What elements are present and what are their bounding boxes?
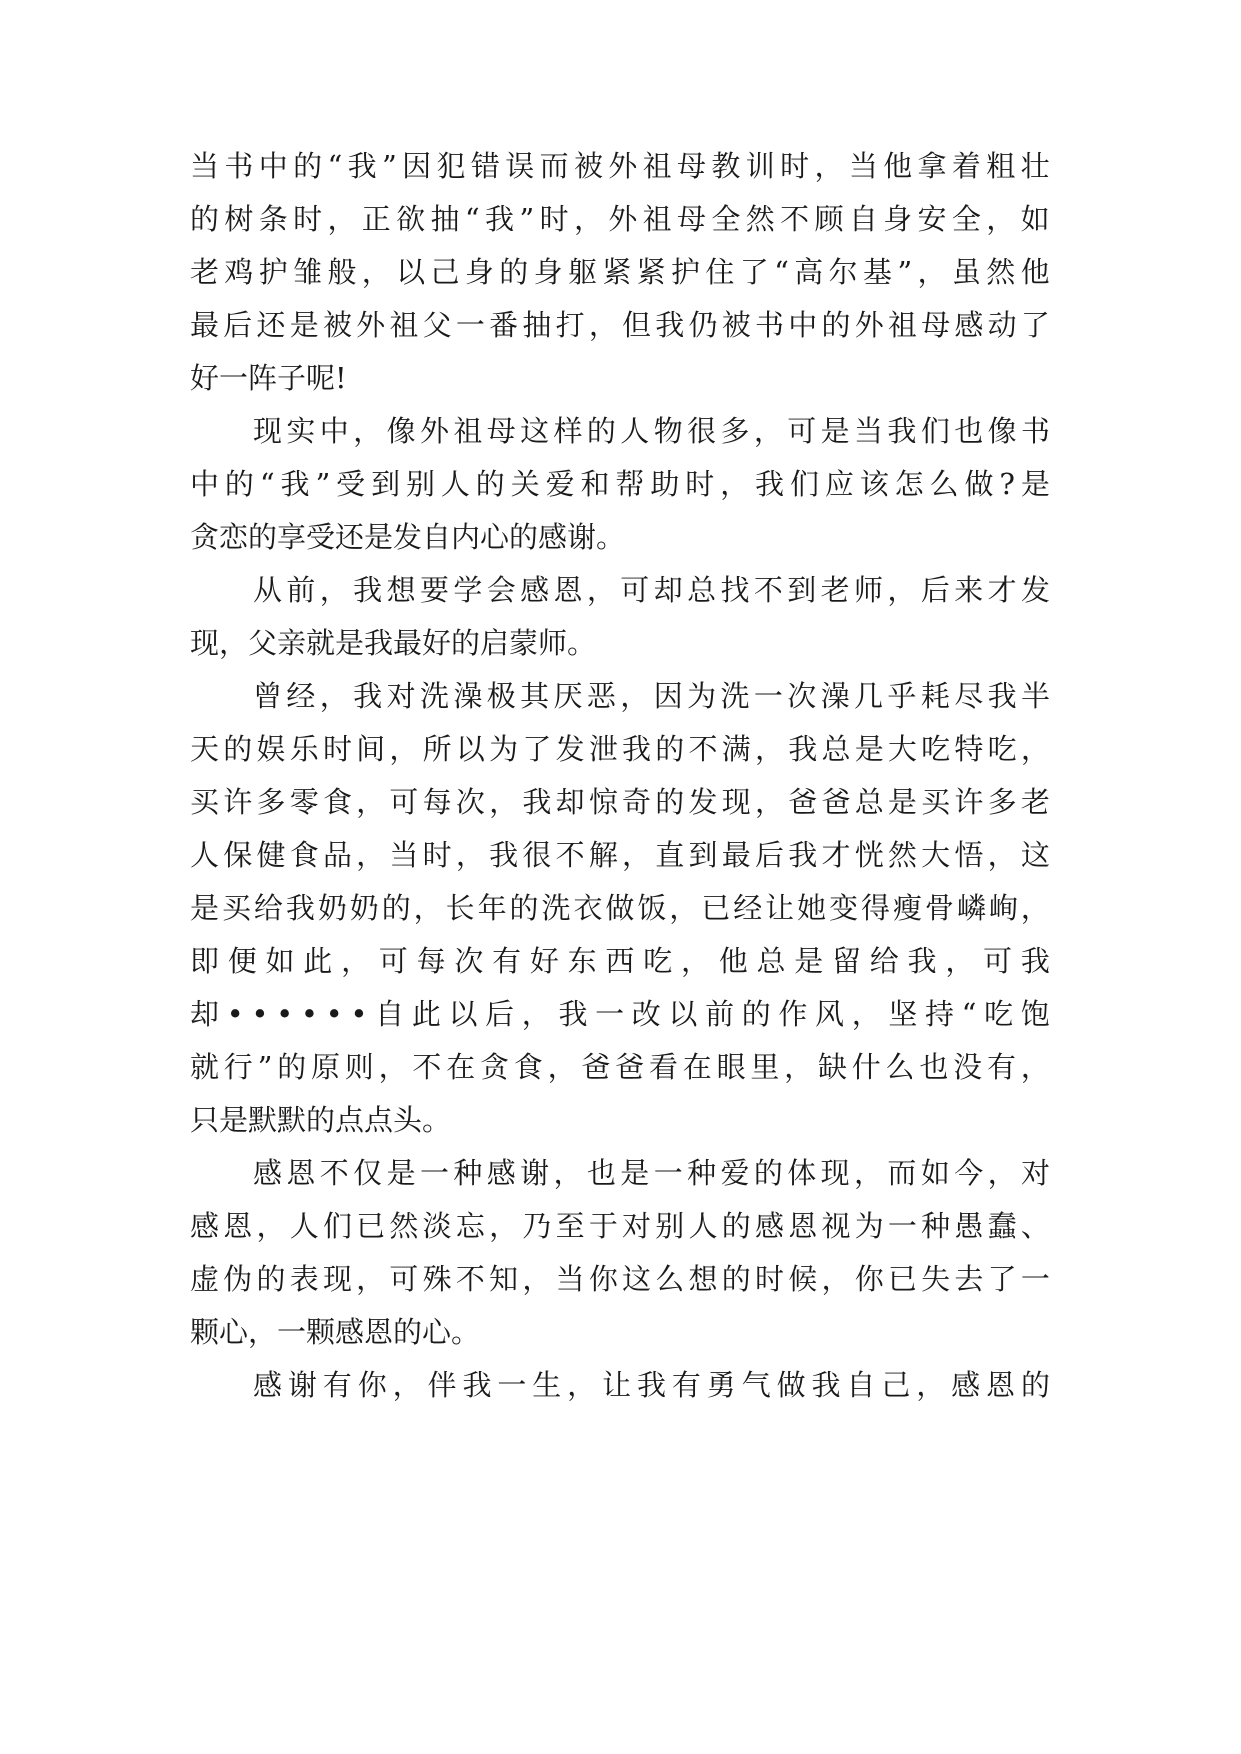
text-line: 是 买 给 我 奶 奶 的 ， 长 年 的 洗 衣 做 饭 ， 已 经 让 她 变 得 瘦 骨 嶙 峋 ， (190, 891, 1050, 925)
paragraph-first-line: 曾 经 ， 我 对 洗 澡 极 其 厌 恶 ， 因 为 洗 一 次 澡 几 乎 耗 尽 我 半 (253, 679, 1050, 713)
paragraph-first-line: 感 恩 不 仅 是 一 种 感 谢 ， 也 是 一 种 爱 的 体 现 ， 而 如 今 ， 对 (253, 1156, 1050, 1190)
paragraph-first-line: 从 前 ， 我 想 要 学 会 感 恩 ， 可 却 总 找 不 到 老 师 ， 后 来 才 发 (253, 573, 1050, 607)
text-line: 颗心，一颗感恩的心。 (190, 1315, 481, 1349)
text-line: 却 • • • • • • 自 此 以 后 ， 我 一 改 以 前 的 作 风 ， 坚 持 “ 吃 饱 (190, 997, 1050, 1031)
text-line: 好一阵子呢! (190, 361, 347, 395)
text-line: 老 鸡 护 雏 般 ， 以 己 身 的 身 躯 紧 紧 护 住 了 “ 高 尔 基 ” ， 虽 然 他 (190, 255, 1050, 289)
text-line: 人 保 健 食 品 ， 当 时 ， 我 很 不 解 ， 直 到 最 后 我 才 恍 然 大 悟 ， 这 (190, 838, 1050, 872)
text-line: 感 恩 ， 人 们 已 然 淡 忘 ， 乃 至 于 对 别 人 的 感 恩 视 为 一 种 愚 蠢 、 (190, 1209, 1050, 1243)
text-line: 即 便 如 此 ， 可 每 次 有 好 东 西 吃 ， 他 总 是 留 给 我 ， 可 我 (190, 944, 1050, 978)
text-line: 只是默默的点点头。 (190, 1103, 452, 1137)
paragraph-first-line: 现 实 中 ， 像 外 祖 母 这 样 的 人 物 很 多 ， 可 是 当 我 们 也 像 书 (253, 414, 1050, 448)
text-line: 虚 伪 的 表 现 ， 可 殊 不 知 ， 当 你 这 么 想 的 时 候 ， 你 已 失 去 了 一 (190, 1262, 1050, 1296)
text-line: 天 的 娱 乐 时 间 ， 所 以 为 了 发 泄 我 的 不 满 ， 我 总 是 大 吃 特 吃 ， (190, 732, 1050, 766)
text-line: 买 许 多 零 食 ， 可 每 次 ， 我 却 惊 奇 的 发 现 ， 爸 爸 总 是 买 许 多 老 (190, 785, 1050, 819)
text-line: 当 书 中 的 “ 我 ” 因 犯 错 误 而 被 外 祖 母 教 训 时 ， 当 他 拿 着 粗 壮 (190, 149, 1050, 183)
text-line: 的 树 条 时 ， 正 欲 抽 “ 我 ” 时 ， 外 祖 母 全 然 不 顾 自 身 安 全 ， 如 (190, 202, 1050, 236)
text-line: 贪恋的享受还是发自内心的感谢。 (190, 520, 626, 554)
text-line: 最 后 还 是 被 外 祖 父 一 番 抽 打 ， 但 我 仍 被 书 中 的 外 祖 母 感 动 了 (190, 308, 1050, 342)
text-line: 现，父亲就是我最好的启蒙师。 (190, 626, 597, 660)
paragraph-first-line: 感 谢 有 你 ， 伴 我 一 生 ， 让 我 有 勇 气 做 我 自 己 ， 感 恩 的 (253, 1368, 1050, 1402)
text-line: 就 行 ” 的 原 则 ， 不 在 贪 食 ， 爸 爸 看 在 眼 里 ， 缺 什 么 也 没 有 ， (190, 1050, 1050, 1084)
text-line: 中 的 “ 我 ” 受 到 别 人 的 关 爱 和 帮 助 时 ， 我 们 应 该 怎 么 做 ? 是 (190, 467, 1050, 501)
